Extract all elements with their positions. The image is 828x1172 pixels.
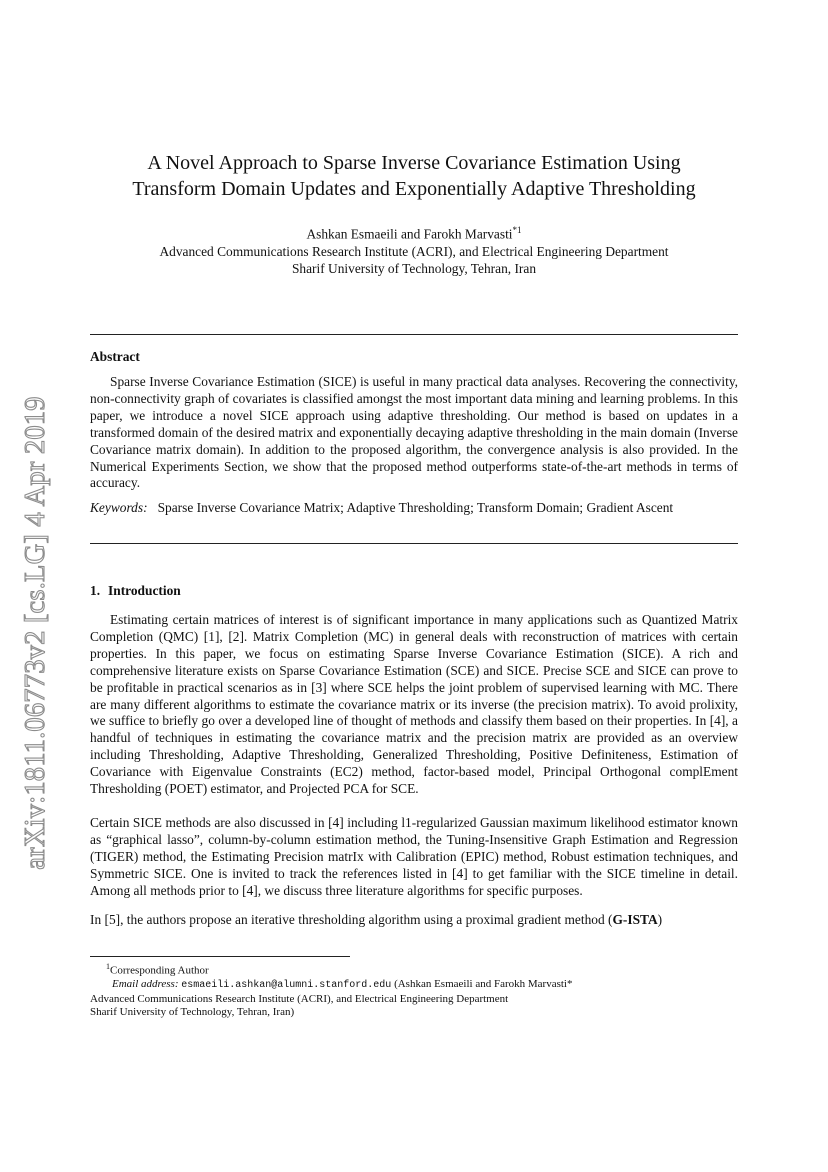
title-line-1: A Novel Approach to Sparse Inverse Covariance Estimation Using xyxy=(147,152,681,174)
intro-paragraph-3: In [5], the authors propose an iterative thresholding algorithm using a proximal gradient method (G-ISTA) xyxy=(90,912,663,927)
footnote-mark: 1 xyxy=(106,962,110,971)
intro-paragraph-3-text: In [5], the authors propose an iterative thresholding algorithm using a proximal gradient method xyxy=(90,912,605,927)
arxiv-stamp xyxy=(10,338,62,928)
affiliation: Advanced Communications Research Institute (ACRI), and Electrical Engineering Department xyxy=(159,243,669,259)
intro-paragraph-2: Certain SICE methods are also discussed in [4] including l1-regularized Gaussian maximum likelihood estimator known as “graphical lasso”, column-by-column estimation method, the Tuning-Insensitive Graph Estimation and Regression (TIGER) method, the Estimating Precision matrIx with Calibration (EPIC) method, Robust estimation techniques, and Symmetric SICE. One is invited to track the references listed in [4] to get familiar with the SICE timeline in detail. Among all methods prior to [4], we discuss three literature algorithms for specific purposes. xyxy=(90,815,738,898)
author-block xyxy=(90,222,738,278)
abstract-top-rule xyxy=(90,334,738,335)
email-label: Email address: xyxy=(112,978,179,991)
section-heading xyxy=(90,583,181,599)
arxiv-stamp-text: arXiv:1811.06773v2 [cs.LG] 4 Apr 2019 xyxy=(20,396,51,870)
footnote xyxy=(90,960,738,1020)
university: Sharif University of Technology, Tehran, Iran xyxy=(291,261,537,277)
author-mark: *1 xyxy=(512,225,522,235)
keywords-label: Keywords: xyxy=(90,500,148,515)
footnote-affiliation: Advanced Communications Research Institute (ACRI), and Electrical Engineering Department xyxy=(90,992,509,1005)
footnote-rule xyxy=(90,956,350,957)
intro-paragraph-1: Estimating certain matrices of interest is of significant importance in many applications such as Quantized Matrix Completion (QMC) [1], [2]. Matrix Completion (MC) in general deals with reconstruction of matrices with certain properties. In this paper, we focus on estimating Sparse Inverse Covariance Estimation (SICE). A rich and comprehensive literature exists on Sparse Covariance Estimation (SCE) and SICE. Precise SCE and SICE can prove to be profitable in practical scenarios as in [3] where SCE helps the joint problem of supervised learning with MC. There are many different algorithms to estimate the covariance matrix or its inverse (the precision matrix). To avoid prolixity, we suffice to briefly go over a developed line of thought of methods and classify them based on their properties. In [4], a handful of techniques in estimating the covariance matrix and the precision matrix are provided as an overview including Thresholding, Adaptive Thresholding, Generalized Thresholding, Positive Definiteness, Estimation of Covariance with Eigenvalue Constraints (EC2) method, factor-based model, Principal Orthogonal complEment Thresholding (POET) estimator, and Projected PCA for SCE. xyxy=(90,612,738,797)
email-address: esmaeili.ashkan@alumni.stanford.edu xyxy=(181,980,392,992)
abstract-bottom-rule xyxy=(90,543,738,544)
abstract-text: Sparse Inverse Covariance Estimation (SICE) is useful in many practical data analyses. Recovering the connectivity, non-connectivity graph of covariates is classified amongst the most important data mining and learning problems. In this paper, we introduce a novel SICE approach using adaptive thresholding. Our method is based on updates in a transformed domain of the desired matrix and exponentially decaying adaptive thresholding in the main domain (Inverse Covariance matrix domain). In addition to the proposed algorithm, the convergence analysis is also provided. In the Numerical Experiments Section, we show that the proposed method outperforms state-of-the-art methods in terms of accuracy. xyxy=(90,374,738,491)
keywords-list: Sparse Inverse Covariance Matrix; Adaptive Thresholding; Transform Domain; Gradient Ascent xyxy=(157,500,674,515)
abstract-heading: Abstract xyxy=(90,349,140,364)
email-suffix: (Ashkan Esmaeili and Farokh Marvasti* xyxy=(394,978,573,991)
footnote-university: Sharif University of Technology, Tehran, Iran) xyxy=(90,1006,295,1019)
author-names-line xyxy=(90,222,738,243)
footnote-corresponding: Corresponding Author xyxy=(110,964,209,977)
footnote-email-line xyxy=(90,978,738,993)
keywords xyxy=(90,500,738,517)
paper-title xyxy=(90,150,738,202)
title-line-2: Transform Domain Updates and Exponentially Adaptive Thresholding xyxy=(132,178,696,200)
section-title: Introduction xyxy=(108,583,181,598)
gista-label: G-ISTA xyxy=(612,912,658,927)
author-names: Ashkan Esmaeili and Farokh Marvasti xyxy=(306,226,513,242)
section-number: 1. xyxy=(90,583,101,598)
footnote-line-1 xyxy=(90,960,738,978)
